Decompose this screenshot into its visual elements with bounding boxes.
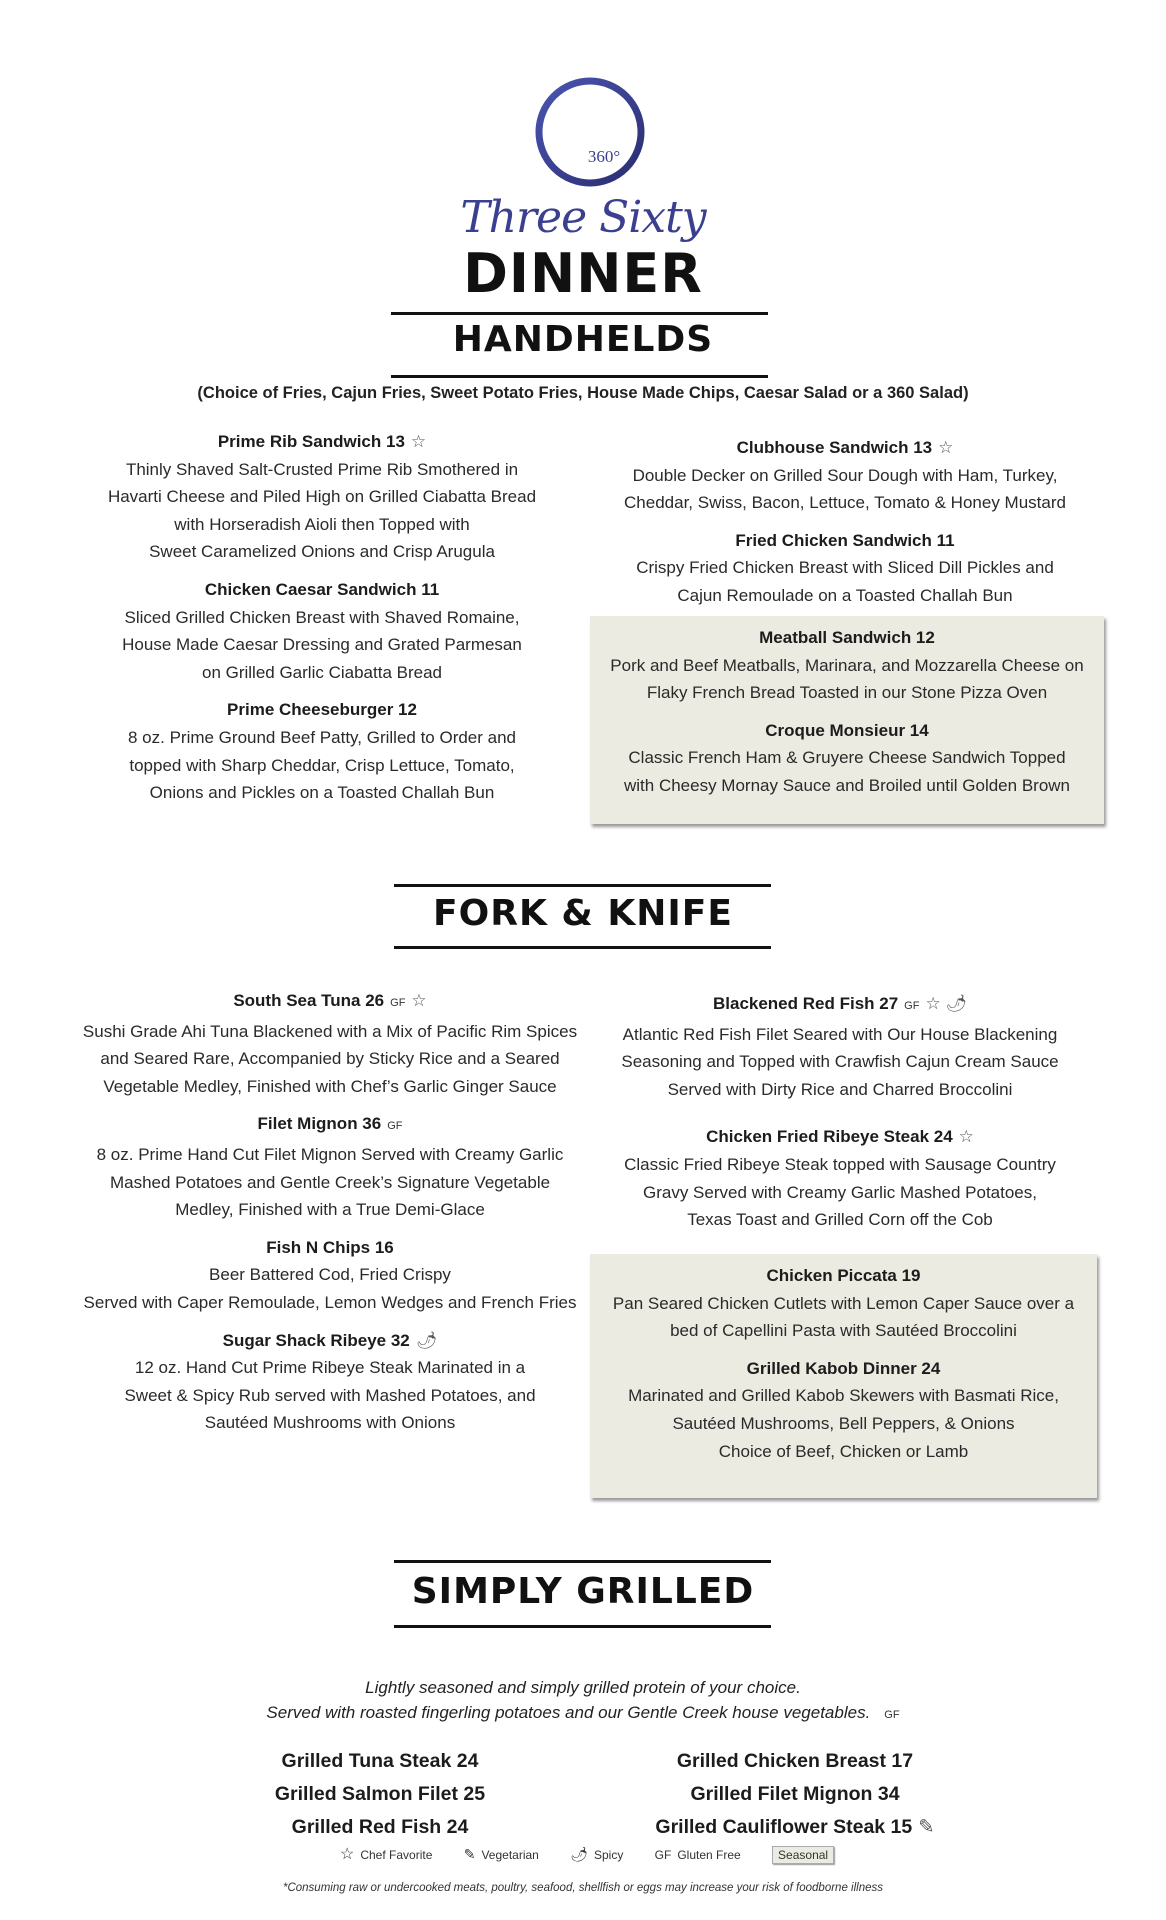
item-title: Prime Rib Sandwich 13 [217, 432, 405, 451]
item-desc-line: Pan Seared Chicken Cutlets with Lemon Caper Sauce over a [612, 1293, 1075, 1313]
menu-item [70, 1234, 590, 1317]
item-desc-line: Sautéed Mushrooms with Onions [204, 1413, 456, 1433]
item-desc-line: Medley, Finished with a True Demi-Glace [175, 1200, 485, 1220]
list-item: Grilled Salmon Filet 25 [274, 1783, 486, 1805]
item-desc-line: Seasoning and Topped with Crawfish Cajun Cream Sauce [621, 1052, 1059, 1072]
menu-item [605, 527, 1085, 610]
gluten-free-tag: GF [904, 1000, 920, 1012]
list-item [640, 1811, 950, 1844]
spicy-icon: 🌶 [415, 1330, 438, 1350]
menu-item [590, 1355, 1097, 1465]
item-desc-line: with Cheesy Mornay Sauce and Broiled until Golden Brown [623, 775, 1071, 795]
legend-vegetarian: Vegetarian [481, 1848, 539, 1862]
menu-item [82, 428, 562, 566]
grilled-intro-line: Lightly seasoned and simply grilled protein of your choice. [365, 1678, 801, 1697]
logo-degree-text: 360° [587, 147, 621, 166]
logo-script-text: Three Sixty [460, 192, 706, 243]
footnote: *Consuming raw or undercooked meats, poultry, seafood, shellfish or eggs may increase your risk of foodborne illness [282, 1882, 883, 1894]
item-title: Chicken Piccata 19 [766, 1266, 921, 1285]
chef-favorite-icon: ☆ [958, 1127, 974, 1147]
menu-item [70, 1327, 590, 1437]
vegetarian-icon: ✎ [463, 1846, 476, 1862]
list-item: Grilled Tuna Steak 24 [281, 1750, 479, 1772]
fork-knife-right-column [600, 990, 1080, 1244]
item-desc-line: Vegetable Medley, Finished with Chef’s Garlic Ginger Sauce [103, 1076, 557, 1096]
item-desc-line: Beer Battered Cod, Fried Crispy [209, 1265, 451, 1285]
menu-item [600, 1123, 1080, 1233]
item-desc-line: Cajun Remoulade on a Toasted Challah Bun [677, 585, 1013, 605]
page-title: DINNER [463, 242, 703, 305]
list-item-text: Grilled Cauliflower Steak 15 [655, 1816, 913, 1838]
item-title: Clubhouse Sandwich 13 [736, 438, 933, 457]
item-desc-line: Classic Fried Ribeye Steak topped with Sausage Country [624, 1154, 1056, 1174]
list-item: Grilled Red Fish 24 [291, 1816, 469, 1838]
item-desc-line: on Grilled Garlic Ciabatta Bread [201, 662, 442, 682]
grilled-intro-line-2 [0, 1700, 1166, 1728]
fork-knife-left-column [70, 987, 590, 1447]
item-desc-line: House Made Caesar Dressing and Grated Parmesan [122, 635, 522, 655]
item-title: Meatball Sandwich 12 [759, 628, 935, 647]
item-desc-line: Sautéed Mushrooms, Bell Peppers, & Onions [672, 1413, 1015, 1433]
item-desc-line: Thinly Shaved Salt-Crusted Prime Rib Smothered in [125, 459, 519, 479]
divider [391, 312, 768, 315]
item-desc-line: Choice of Beef, Chicken or Lamb [718, 1441, 969, 1461]
menu-item [82, 696, 562, 806]
item-desc-line: Sliced Grilled Chicken Breast with Shaved Romaine, [124, 607, 520, 627]
item-desc-line: Sweet Caramelized Onions and Crisp Arugula [149, 542, 495, 562]
gluten-free-tag: GF [390, 997, 406, 1009]
item-desc-line: 8 oz. Prime Hand Cut Filet Mignon Served with Creamy Garlic [96, 1144, 564, 1164]
item-desc-line: Havarti Cheese and Piled High on Grilled Ciabatta Bread [107, 487, 537, 507]
divider [394, 1560, 771, 1563]
item-desc-line: bed of Capellini Pasta with Sautéed Broccolini [670, 1321, 1017, 1341]
section-title-fork-knife: FORK & KNIFE [433, 893, 733, 934]
item-title: South Sea Tuna 26 [233, 991, 385, 1010]
chef-favorite-icon: ☆ [410, 432, 427, 451]
three-sixty-logo [0, 70, 1166, 260]
list-item: Grilled Filet Mignon 34 [690, 1783, 900, 1805]
menu-item [600, 990, 1080, 1103]
list-item: Grilled Chicken Breast 17 [676, 1750, 914, 1772]
item-desc-line: Flaky French Bread Toasted in our Stone Pizza Oven [646, 683, 1048, 703]
section-title-simply-grilled: SIMPLY GRILLED [411, 1571, 755, 1612]
item-title: Chicken Fried Ribeye Steak 24 [706, 1127, 953, 1147]
item-desc-line: Gravy Served with Creamy Garlic Mashed Potatoes, [643, 1182, 1037, 1202]
legend-gluten-free: Gluten Free [677, 1848, 741, 1862]
item-title: Fish N Chips 16 [266, 1237, 394, 1257]
item-desc-line: Served with Dirty Rice and Charred Broccolini [667, 1079, 1013, 1099]
item-title: Grilled Kabob Dinner 24 [746, 1358, 941, 1378]
item-desc-line: Marinated and Grilled Kabob Skewers with Basmati Rice, [628, 1386, 1059, 1406]
item-title: Chicken Caesar Sandwich 11 [204, 579, 440, 599]
grilled-right-list [640, 1745, 950, 1844]
divider [394, 946, 771, 949]
item-desc-line: Served with Caper Remoulade, Lemon Wedges and French Fries [83, 1292, 577, 1312]
item-desc-line: Sushi Grade Ahi Tuna Blackened with a Mix of Pacific Rim Spices [82, 1021, 578, 1041]
item-desc-line: Onions and Pickles on a Toasted Challah Bun [149, 783, 495, 803]
item-desc-line: Crispy Fried Chicken Breast with Sliced Dill Pickles and [636, 558, 1054, 578]
item-desc-line: and Seared Rare, Accompanied by Sticky Rice and a Seared [100, 1049, 560, 1069]
item-desc-line: Texas Toast and Grilled Corn off the Cob [687, 1210, 993, 1230]
menu-item [590, 624, 1104, 707]
item-desc-line: Mashed Potatoes and Gentle Creek’s Signature Vegetable [109, 1172, 551, 1192]
legend-gf: GF [654, 1848, 672, 1862]
vegetarian-icon: ✎ [918, 1816, 935, 1838]
divider [394, 1625, 771, 1628]
menu-item [70, 1110, 590, 1223]
item-desc-line: 8 oz. Prime Ground Beef Patty, Grilled to Order and [127, 727, 517, 747]
legend-chef-favorite: Chef Favorite [360, 1848, 433, 1862]
legend [340, 1844, 900, 1864]
logo-ring [539, 81, 641, 183]
item-title: Blackened Red Fish 27 [712, 994, 899, 1013]
item-title: Prime Cheeseburger 12 [227, 700, 417, 720]
section-title-handhelds: HANDHELDS [452, 319, 714, 360]
menu-item [590, 717, 1104, 800]
item-desc-line: Pork and Beef Meatballs, Marinara, and Mozzarella Cheese on [610, 655, 1084, 675]
divider [394, 884, 771, 887]
menu-item [70, 987, 590, 1100]
item-desc-line: topped with Sharp Cheddar, Crisp Lettuce, Tomato, [129, 755, 515, 775]
item-desc-line: Classic French Ham & Gruyere Cheese Sandwich Topped [628, 748, 1066, 768]
chef-favorite-icon: ☆ [938, 438, 954, 457]
item-title: Croque Monsieur 14 [765, 720, 929, 740]
handhelds-right-column [605, 434, 1085, 620]
legend-spicy: Spicy [593, 1848, 624, 1862]
menu-item [590, 1262, 1097, 1345]
menu-item [82, 576, 562, 686]
item-title: Sugar Shack Ribeye 32 [222, 1330, 410, 1350]
item-desc-line: 12 oz. Hand Cut Prime Ribeye Steak Marinated in a [134, 1358, 526, 1378]
item-desc-line: Sweet & Spicy Rub served with Mashed Potatoes, and [124, 1385, 536, 1405]
spicy-icon: 🌶 [570, 1846, 588, 1862]
seasonal-box [590, 1254, 1097, 1498]
item-title: Fried Chicken Sandwich 11 [735, 530, 955, 550]
menu-item [605, 434, 1085, 517]
grilled-left-list [230, 1745, 530, 1844]
grilled-intro-text: Served with roasted fingerling potatoes and our Gentle Creek house vegetables. [266, 1703, 871, 1722]
chef-favorite-spicy-icons: ☆ 🌶 [925, 994, 967, 1013]
handhelds-left-column [82, 428, 562, 817]
item-desc-line: Cheddar, Swiss, Bacon, Lettuce, Tomato & Honey Mustard [624, 493, 1066, 513]
item-desc-line: Double Decker on Grilled Sour Dough with Ham, Turkey, [632, 465, 1058, 485]
chef-favorite-icon: ☆ [411, 991, 427, 1010]
item-title: Filet Mignon 36 [257, 1114, 382, 1134]
seasonal-box [590, 616, 1104, 824]
legend-seasonal: Seasonal [772, 1846, 834, 1864]
item-desc-line: with Horseradish Aioli then Topped with [174, 514, 470, 534]
chef-favorite-icon: ☆ [340, 1846, 355, 1863]
divider [391, 375, 768, 378]
gluten-free-tag: GF [387, 1120, 403, 1133]
gluten-free-tag: GF [884, 1709, 900, 1721]
handhelds-subtitle: (Choice of Fries, Cajun Fries, Sweet Potato Fries, House Made Chips, Caesar Salad or a 360 Salad) [197, 384, 969, 402]
item-desc-line: Atlantic Red Fish Filet Seared with Our House Blackening [622, 1024, 1058, 1044]
